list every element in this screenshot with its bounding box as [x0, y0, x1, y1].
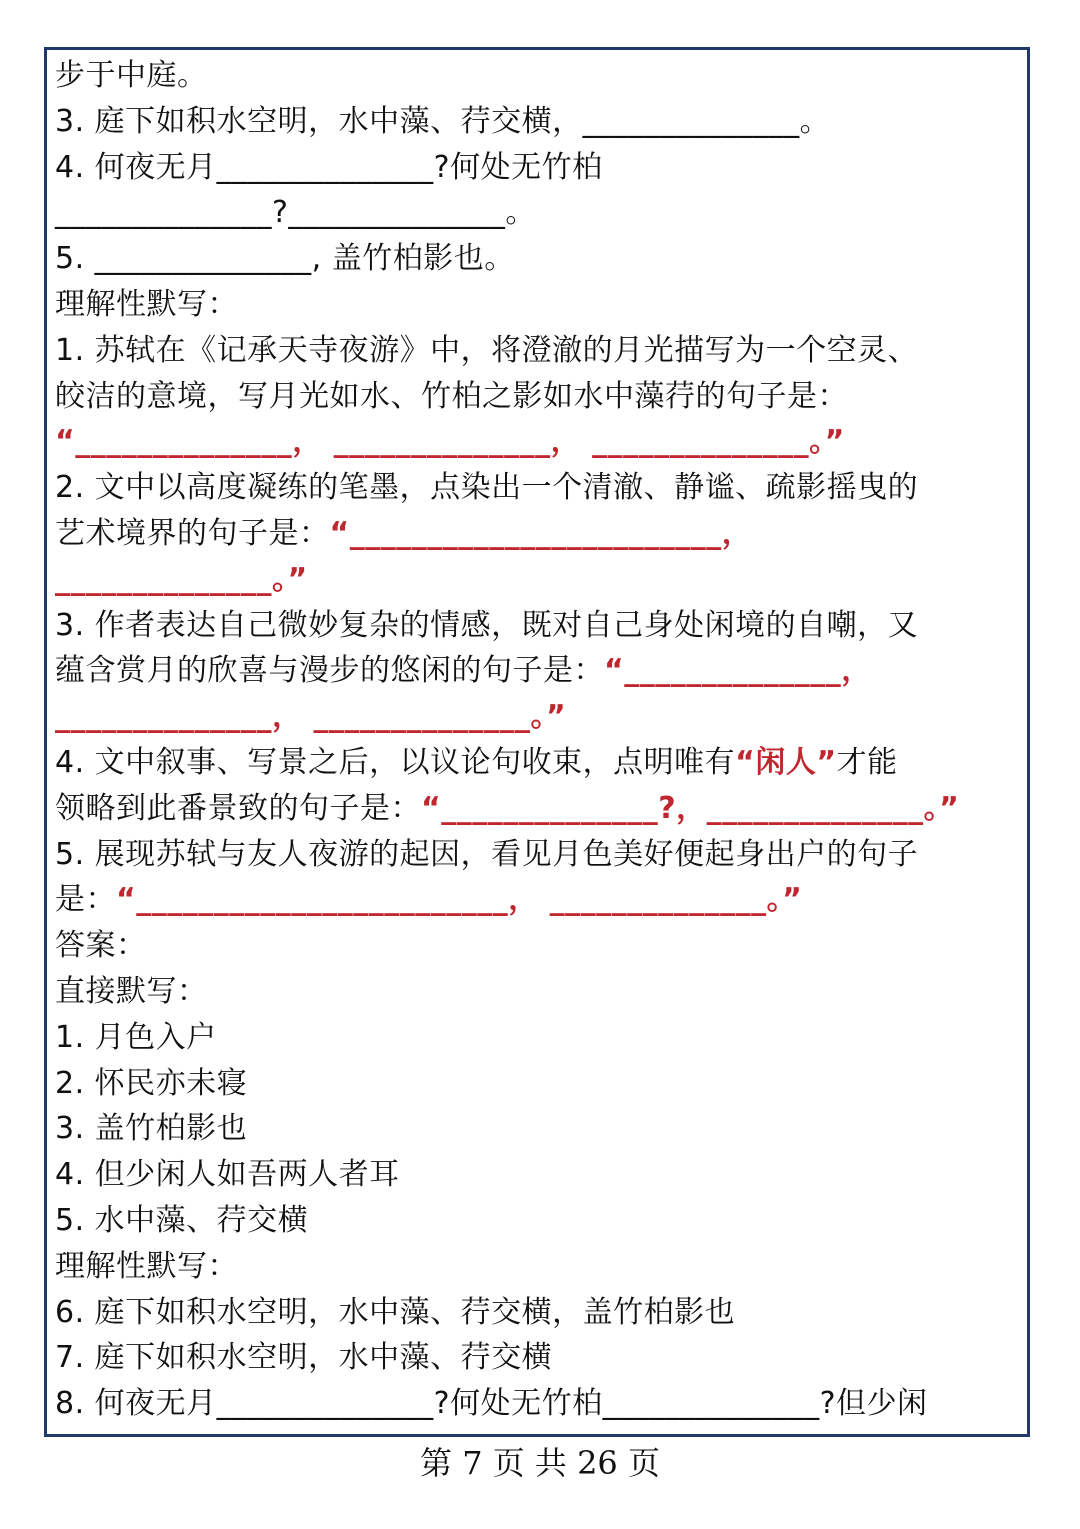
text-line — [55, 1061, 1025, 1107]
text-line — [55, 877, 1025, 923]
text-line — [55, 465, 1025, 511]
answer-blank-text: “________________________， — [329, 515, 753, 551]
text-line — [55, 282, 1025, 328]
text-segment: 理解性默写： — [55, 286, 238, 322]
text-line — [55, 1290, 1025, 1336]
text-line — [55, 1244, 1025, 1290]
text-line — [55, 1335, 1025, 1381]
text-line — [55, 328, 1025, 374]
answer-blank-text: “______________?，______________。” — [421, 790, 960, 826]
answer-blank-text: ______________。” — [55, 561, 308, 597]
answer-blank-text: “________________________， ______________。” — [116, 882, 803, 918]
text-line — [55, 53, 1025, 99]
text-segment: 4. 但少闲人如吾两人者耳 — [55, 1157, 400, 1193]
text-line — [55, 786, 1025, 832]
text-line — [55, 374, 1025, 420]
text-segment: 1. 月色入户 — [55, 1019, 217, 1055]
text-line — [55, 1152, 1025, 1198]
text-segment: 2. 文中以高度凝练的笔墨，点染出一个清澈、静谧、疏影摇曳的 — [55, 470, 919, 506]
text-line — [55, 740, 1025, 786]
text-line — [55, 511, 1025, 557]
answer-blank-text: “闲人” — [735, 744, 837, 780]
text-segment: 2. 怀民亦未寝 — [55, 1065, 248, 1101]
text-line — [55, 145, 1025, 191]
page-frame — [44, 47, 1030, 1437]
text-segment: 3. 庭下如积水空明，水中藻、荇交横，______________。 — [55, 103, 831, 139]
text-segment: 5. 水中藻、荇交横 — [55, 1202, 309, 1238]
text-segment: 3. 盖竹柏影也 — [55, 1111, 248, 1147]
text-line — [55, 557, 1025, 603]
text-line — [55, 603, 1025, 649]
text-line — [55, 969, 1025, 1015]
text-line — [55, 1015, 1025, 1061]
text-line — [55, 1198, 1025, 1244]
text-line — [55, 236, 1025, 282]
text-segment: 5. 展现苏轼与友人夜游的起因，看见月色美好便起身出户的句子 — [55, 836, 919, 872]
text-line — [55, 832, 1025, 878]
text-segment: 4. 文中叙事、写景之后，以议论句收束，点明唯有 — [55, 744, 736, 780]
text-segment: 是： — [55, 882, 116, 918]
answer-blank-text: “______________， ______________， ______________。” — [55, 424, 845, 460]
answer-blank-text: “______________， — [604, 653, 872, 689]
text-segment: 直接默写： — [55, 973, 208, 1009]
text-line — [55, 1381, 1025, 1427]
text-segment: 皎洁的意境，写月光如水、竹柏之影如水中藻荇的句子是： — [55, 378, 848, 414]
text-line — [55, 694, 1025, 740]
answer-blank-text: ______________， ______________。” — [55, 699, 567, 735]
text-segment: 理解性默写： — [55, 1248, 238, 1284]
text-segment: 8. 何夜无月______________?何处无竹柏______________?但少闲 — [55, 1386, 928, 1422]
text-segment: 蕴含赏月的欣喜与漫步的悠闲的句子是： — [55, 653, 604, 689]
text-segment: 答案： — [55, 928, 147, 964]
text-segment: 才能 — [836, 744, 898, 780]
text-line — [55, 99, 1025, 145]
text-segment: 1. 苏轼在《记承天寺夜游》中，将澄澈的月光描写为一个空灵、 — [55, 332, 919, 368]
document-body — [55, 53, 1025, 1427]
text-segment: 步于中庭。 — [55, 58, 208, 93]
text-line — [55, 923, 1025, 969]
text-segment: 领略到此番景致的句子是： — [55, 790, 421, 826]
text-segment: 7. 庭下如积水空明，水中藻、荇交横 — [55, 1340, 553, 1376]
text-line — [55, 419, 1025, 465]
text-line — [55, 648, 1025, 694]
text-segment: 3. 作者表达自己微妙复杂的情感，既对自己身处闲境的自嘲，又 — [55, 607, 919, 643]
page-footer: 第 7 页 共 26 页 — [420, 1444, 660, 1482]
text-line — [55, 1106, 1025, 1152]
text-segment: ______________?______________。 — [55, 195, 536, 231]
text-segment: 4. 何夜无月______________?何处无竹柏 — [55, 149, 603, 185]
text-segment: 5. ______________, 盖竹柏影也。 — [55, 241, 515, 277]
text-segment: 6. 庭下如积水空明，水中藻、荇交横，盖竹柏影也 — [55, 1294, 736, 1330]
text-segment: 艺术境界的句子是： — [55, 515, 330, 551]
text-line — [55, 190, 1025, 236]
